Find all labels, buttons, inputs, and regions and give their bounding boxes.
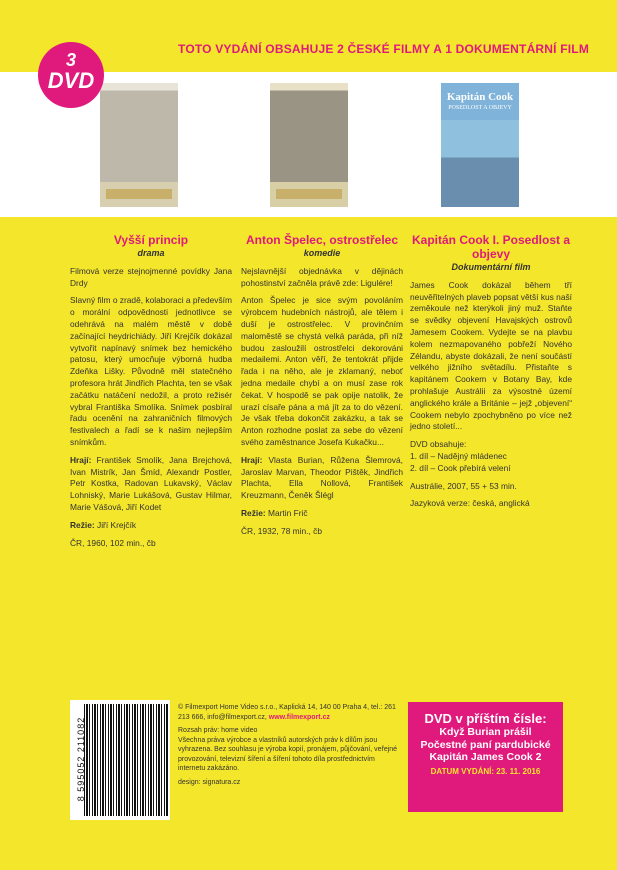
director-name: Martin Frič [268, 507, 308, 518]
cast-label: Hrají: [70, 454, 92, 465]
cast-list: Vlasta Burian, Růžena Šlemrová, Jaroslav Marvan, Theodor Pištěk, Jindřich Plachta, Ella Nollová, František Kreuzmann, Čeněk Šlégl [241, 454, 403, 501]
design-credit: design: signatura.cz [178, 778, 241, 786]
headline [178, 42, 589, 56]
film-column-3 [410, 233, 572, 516]
dvd-count-badge [38, 42, 104, 108]
film-genre: komedie [303, 248, 341, 258]
cover-vyssi-princip [100, 83, 178, 207]
film-paragraph: Slavný film o zradě, kolaboraci a především o morální odpovědnosti jednotlivce se odehrává na malém městě v době začínající heydrichiády. Jiří Krejčík dokázal vytvořit napínavý snímek bez hemického patosu, který umocňuje výborná hudba Zdeňka Lišky. Původně měl statečného profesora hrát Jindřich Plachta, ten se však začátku natáčení nedožil, a proto režisér vybral Františka Smolíka. Snímek posbíral řadu ocenění na zahraničních filmových festivalech a řadí se k našim nejlepším snímkům. [70, 295, 232, 447]
publisher-text: © Filmexport Home Video s.r.o., Kaplická 14, 140 00 Praha 4, tel.: 261 213 666, info@filmexport.cz, [178, 704, 396, 721]
barcode-bars [84, 704, 168, 816]
rights-label: Rozsah práv: home video [178, 727, 258, 734]
language-info: Jazyková verze: česká, anglická [410, 498, 530, 509]
cover-anton-spelec [270, 83, 348, 207]
badge-label: DVD [47, 68, 95, 93]
film-genre: drama [137, 248, 165, 258]
film-info: Austrálie, 2007, 55 + 53 min. [410, 480, 517, 491]
cast-label: Hrají: [241, 454, 263, 465]
cover-strip [276, 189, 342, 199]
rights-text: Všechna práva výrobce a vlastníků autorských práv k dílům jsou vyhrazena. Bez souhlasu je výroba kopií, pronájem, půjčování, veřejné provozování, televizní šíření a šíření tohoto díla prostřednictvím internetu zakázáno. [178, 736, 398, 772]
promo-date: DATUM VYDÁNÍ: 23. 11. 2016 [430, 766, 541, 776]
next-issue-promo [408, 702, 563, 812]
film-paragraph: Anton Špelec je sice svým povoláním výrobcem hudebních nástrojů, ale tělem i duší je ostrostřelec. V provinčním maloměstě se chystá velká paráda, při níž budou zasloužilí ostrostřelci dekorováni medailemi. Anton věří, že tentokrát přijde řada i na něho, ale je zklamaný, neboť jedna medaile chybí a on musí zase rok čekat. V hospodě se pak opije natolik, že urazí císaře pána a má jít za to do vězení. Je však třeba dokončit zakázku, a tak se Anton rozhodne poslat za sebe do vězení svého zaměstnance Josefa Kukačku... [241, 295, 403, 447]
film-paragraph: James Cook dokázal během tří neuvěřitelných plaveb popsat větší kus naší zeměkoule než kterýkoli jiný muž. Staňte se svědky objevení Havajských ostrovů Jamesem Cookem. Vydejte se na plavbu kolem nezmapovaného pobřeží Nového Zélandu, abyste dokázali, že není součástí velkého jižního světadílu. Přistaňte s kapitánem Cookem v Botany Bay, kde prohlašuje Austrálii za výsostné území anglického krále a Británie – jejž „objevení“ Cookem nebylo zpochybněno po více než jedno století... [410, 279, 573, 432]
film-info: ČR, 1932, 78 min., čb [241, 525, 322, 536]
director-label: Režie: [241, 507, 266, 518]
promo-item: Kapitán James Cook 2 [429, 751, 542, 763]
film-paragraph: Filmová verze stejnojmenné povídky Jana Drdy [70, 265, 232, 288]
legal-text [178, 703, 400, 791]
film-title: Anton Špelec, ostrostřelec [245, 233, 399, 247]
promo-item: Počestné paní pardubické [420, 738, 551, 751]
headline-highlight: 2 ČESKÉ FILMY A 1 DOKUMENTÁRNÍ FILM [337, 42, 590, 56]
cover-strip [106, 189, 172, 199]
film-cast [241, 455, 403, 502]
cover-title: Kapitán Cook [446, 91, 514, 103]
film-genre: Dokumentární film [451, 262, 531, 272]
film-director [241, 508, 403, 520]
dvd-contents-label: DVD obsahuje: [410, 439, 467, 450]
barcode-number: 8 595052 211082 [76, 716, 86, 802]
promo-heading: DVD v příštím čísle: [424, 711, 547, 726]
badge-number: 3 [65, 50, 76, 70]
publisher-info [178, 703, 400, 722]
film-paragraph: Nejslavnější objednávka v dějinách pohostinství začněla právě zde: Ligulére! [241, 265, 403, 288]
director-label: Režie: [70, 519, 95, 530]
film-title: Kapitán Cook I. Posedlost a objevy [411, 233, 571, 261]
film-title: Vyšší princip [113, 233, 189, 247]
film-director [70, 520, 232, 532]
dvd-contents-item: 2. díl – Cook přebírá velení [410, 462, 511, 473]
film-column-2 [241, 233, 403, 544]
dvd-contents-item: 1. díl – Nadějný mládenec [410, 450, 507, 461]
barcode [70, 700, 170, 820]
publisher-url: www.filmexport.cz [268, 713, 330, 721]
promo-item: Když Burian prášil [439, 726, 532, 738]
cast-list: František Smolík, Jana Brejchová, Ivan Mistrík, Jan Šmíd, Alexandr Postler, Petr Kostka, Radovan Lukavský, Václav Lohniský, Marie Lukášová, Gustav Hilmar, Marie Vášová, Jiří Kodet [70, 454, 232, 512]
headline-text: TOTO VYDÁNÍ OBSAHUJE [178, 42, 338, 56]
cover-kapitan-cook [441, 83, 519, 207]
film-column-1 [70, 233, 232, 555]
director-name: Jiří Krejčík [97, 519, 137, 530]
cover-subtitle: POSEDLOST A OBJEVY [448, 105, 512, 111]
film-cast [70, 455, 232, 514]
film-info: ČR, 1960, 102 min., čb [70, 537, 156, 548]
